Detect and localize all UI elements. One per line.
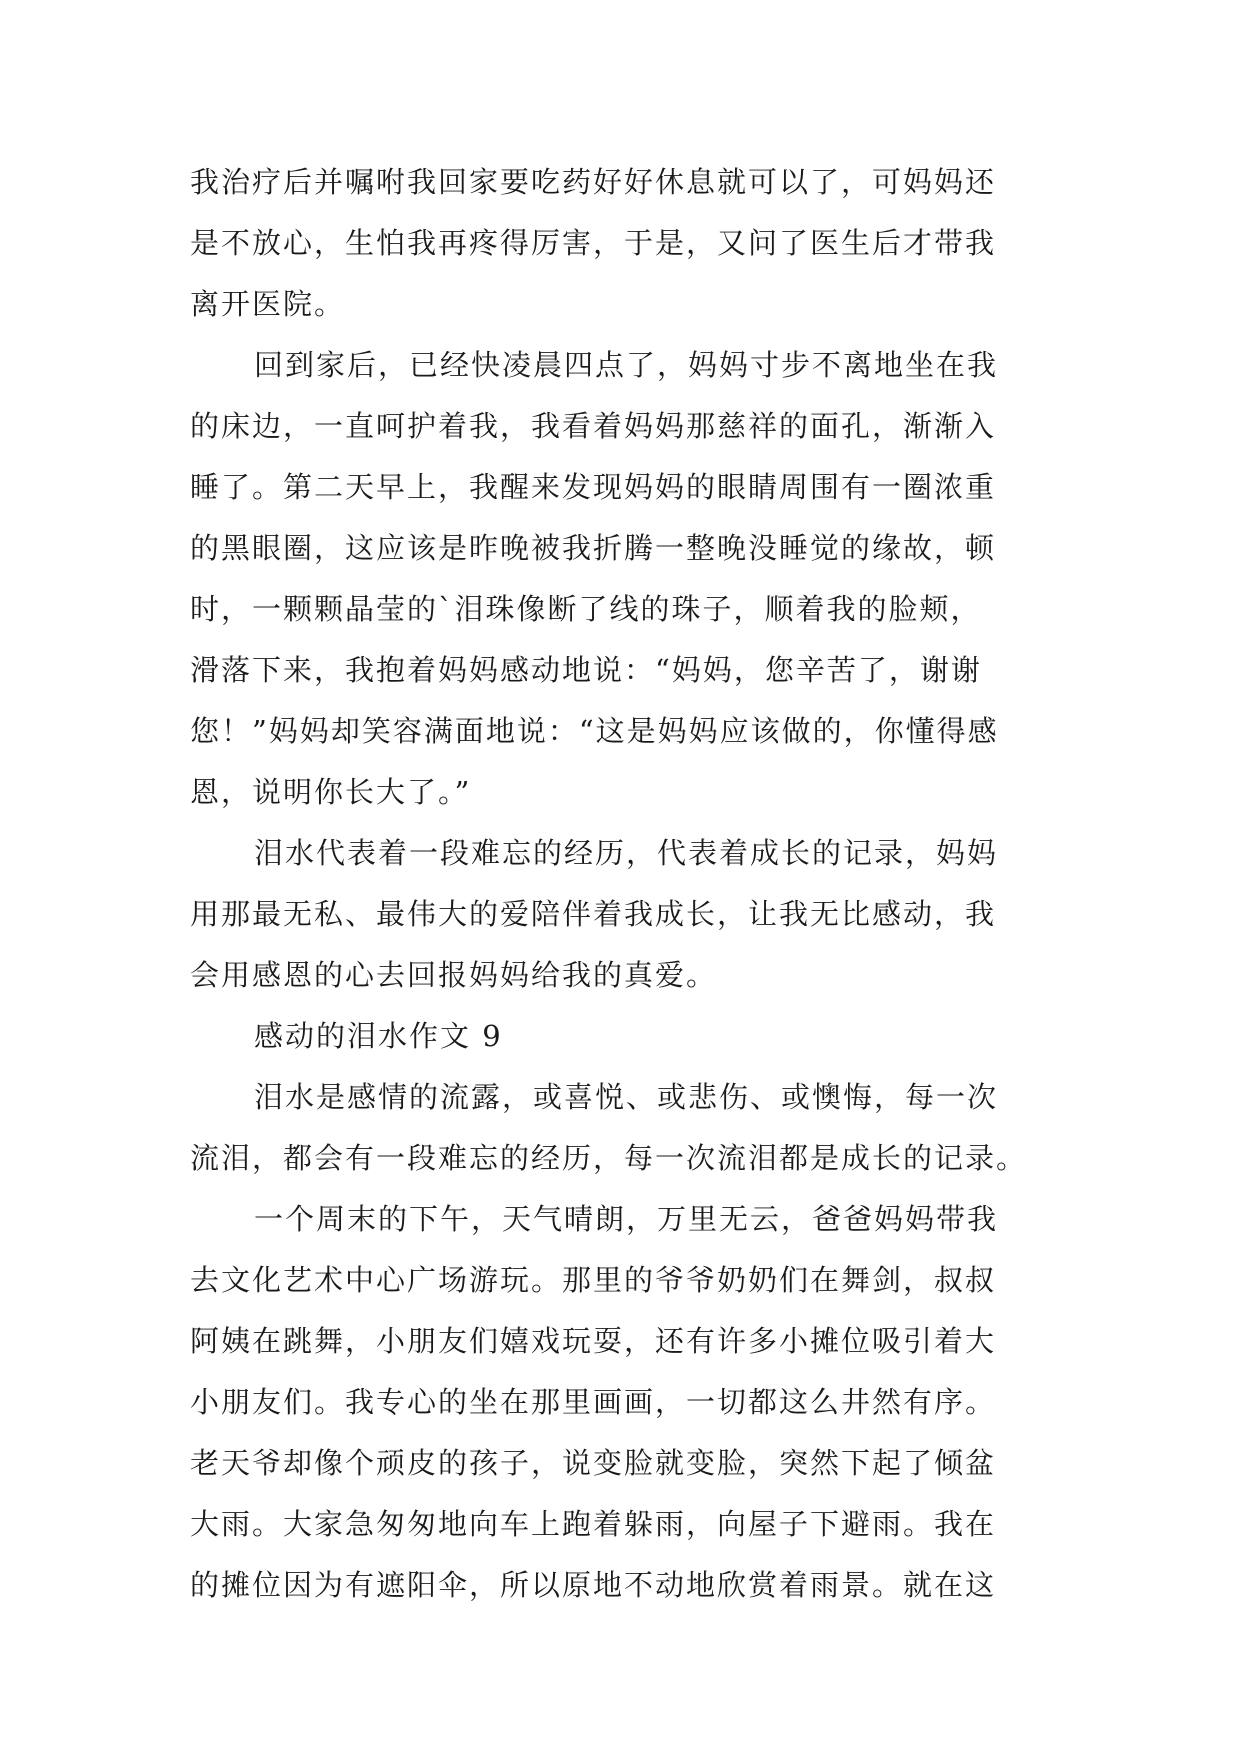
text-line: 大雨。大家急匆匆地向车上跑着躲雨，向屋子下避雨。我在 [190,1507,997,1541]
heading-text: 感动的泪水作文 9 [254,1019,503,1053]
text-line: 恩，说明你长大了。” [190,775,472,809]
text-line: 去文化艺术中心广场游玩。那里的爷爷奶奶们在舞剑，叔叔 [190,1263,997,1297]
text-line: 一个周末的下午，天气晴朗，万里无云，爸爸妈妈带我 [254,1202,999,1236]
text-line: 您！”妈妈却笑容满面地说：“这是妈妈应该做的，你懂得感 [190,714,999,748]
text-line: 用那最无私、最伟大的爱陪伴着我成长，让我无比感动，我 [190,897,997,931]
paragraph-2 [190,335,1052,823]
paragraph-6 [190,1189,1052,1616]
text-line: 小朋友们。我专心的坐在那里画画，一切都这么井然有序。 [190,1385,997,1419]
paragraph-3 [190,823,1052,1006]
text-line: 我治疗后并嘱咐我回家要吃药好好休息就可以了，可妈妈还 [190,165,997,199]
document-page [190,152,1052,1616]
text-line: 的摊位因为有遮阳伞，所以原地不动地欣赏着雨景。就在这 [190,1568,997,1602]
text-line: 阿姨在跳舞，小朋友们嬉戏玩耍，还有许多小摊位吸引着大 [190,1324,997,1358]
text-line: 会用感恩的心去回报妈妈给我的真爱。 [190,958,718,992]
text-line: 的床边，一直呵护着我，我看着妈妈那慈祥的面孔，渐渐入 [190,409,997,443]
text-line: 时，一颗颗晶莹的`泪珠像断了线的珠子，顺着我的脸颊， [190,592,982,626]
text-line: 流泪，都会有一段难忘的经历，每一次流泪都是成长的记录。 [190,1141,1028,1175]
text-line: 滑落下来，我抱着妈妈感动地说：“妈妈，您辛苦了，谢谢 [190,653,982,687]
text-line: 离开医院。 [190,287,346,321]
text-line: 老天爷却像个顽皮的孩子，说变脸就变脸，突然下起了倾盆 [190,1446,997,1480]
text-line: 泪水代表着一段难忘的经历，代表着成长的记录，妈妈 [254,836,999,870]
text-line: 回到家后，已经快凌晨四点了，妈妈寸步不离地坐在我 [254,348,999,382]
text-line: 睡了。第二天早上，我醒来发现妈妈的眼睛周围有一圈浓重 [190,470,997,504]
paragraph-1 [190,152,1052,335]
text-line: 是不放心，生怕我再疼得厉害，于是，又问了医生后才带我 [190,226,997,260]
text-line: 泪水是感情的流露，或喜悦、或悲伤、或懊悔，每一次 [254,1080,999,1114]
section-heading [190,1006,1052,1067]
paragraph-5 [190,1067,1052,1189]
text-line: 的黑眼圈，这应该是昨晚被我折腾一整晚没睡觉的缘故，顿 [190,531,997,565]
